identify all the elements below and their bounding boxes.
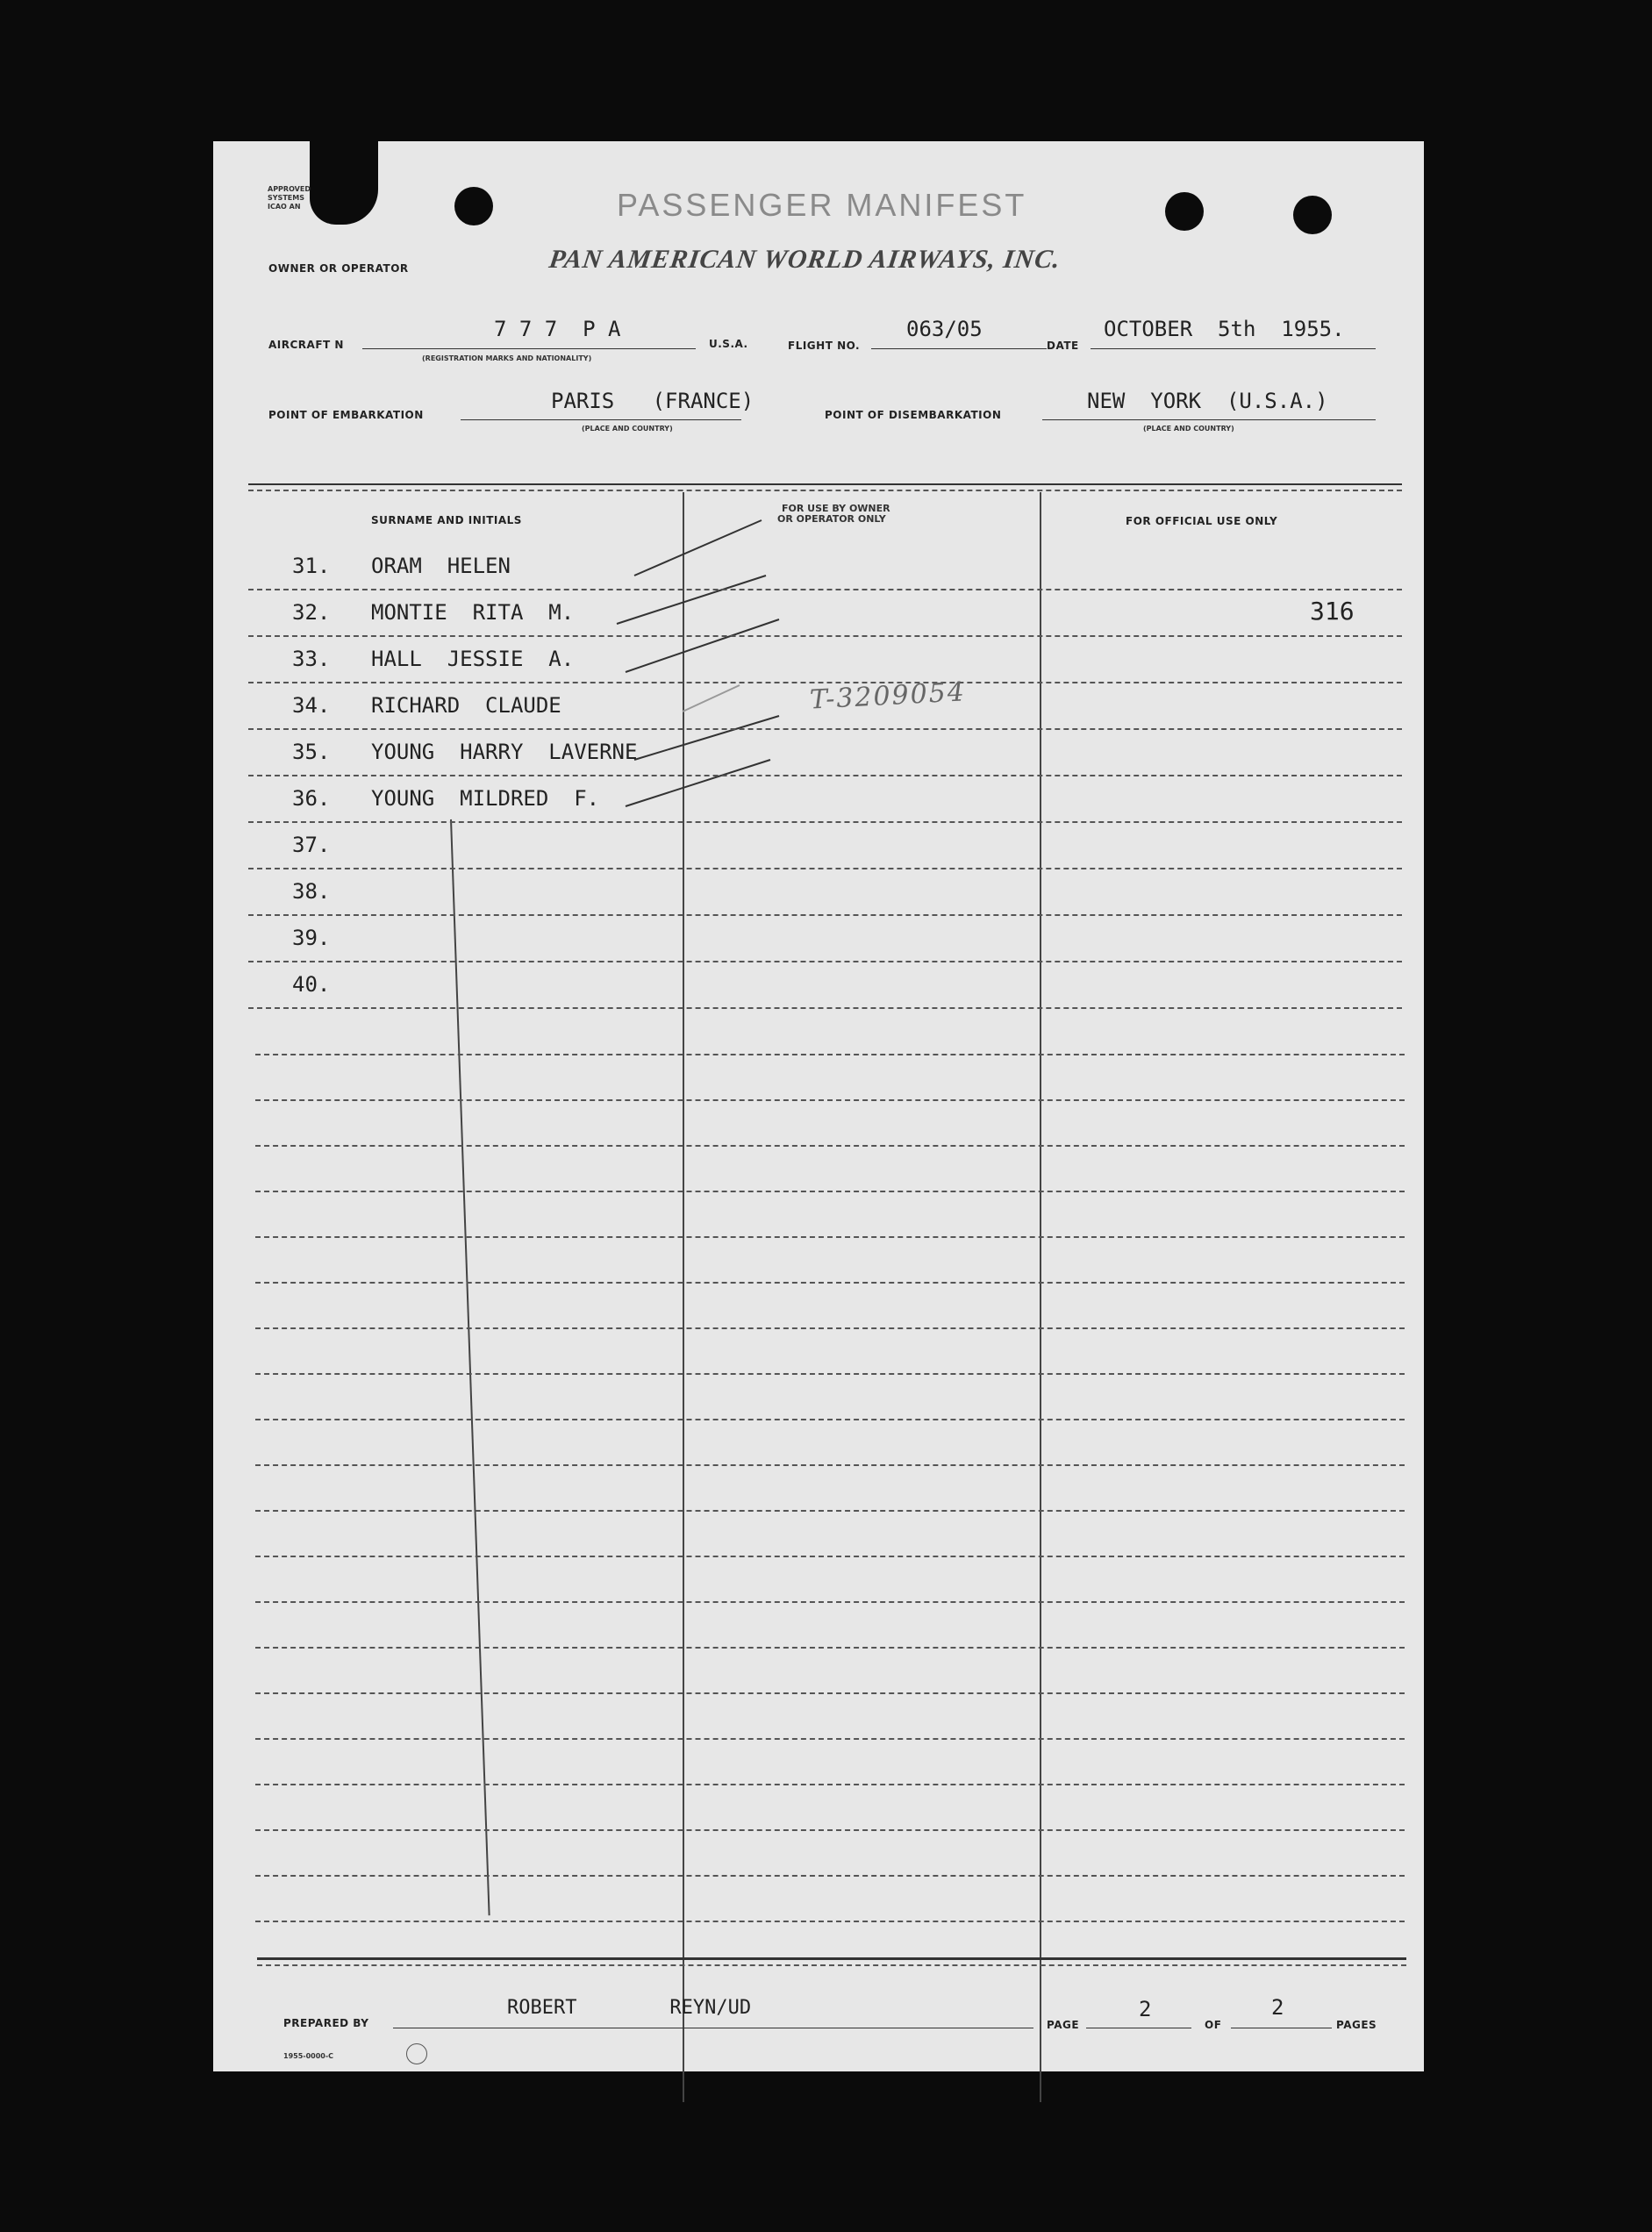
row-rule <box>248 868 1402 869</box>
owner-label: OWNER OR OPERATOR <box>268 262 409 275</box>
col-header-owner-2: OR OPERATOR ONLY <box>777 513 886 525</box>
row-rule <box>248 1007 1402 1009</box>
pencil-marks <box>213 141 1424 2071</box>
row-number: 35. <box>292 740 331 764</box>
approval-stamp: APPROVED SYSTEMS ICAO AN <box>268 185 311 211</box>
prepared-value: ROBERT REYN/UD <box>507 1997 752 2019</box>
blank-rule <box>255 1236 1405 1238</box>
aircraft-value: 7 7 7 P A <box>494 317 621 341</box>
row-rule <box>248 961 1402 962</box>
pages-label: PAGES <box>1336 2019 1377 2031</box>
printer-seal <box>406 2043 427 2064</box>
of-label: OF <box>1205 2019 1222 2031</box>
row-number: 36. <box>292 786 331 811</box>
row-number: 31. <box>292 554 331 578</box>
row-rule <box>248 589 1402 590</box>
underline <box>1042 419 1376 420</box>
page-label: PAGE <box>1047 2019 1080 2031</box>
row-number: 40. <box>292 972 331 997</box>
pencil-line <box>450 819 490 1915</box>
punch-hole <box>1293 196 1332 234</box>
manifest-sheet <box>213 141 1424 2071</box>
blank-rule <box>255 1647 1405 1649</box>
owner-value: PAN AMERICAN WORLD AIRWAYS, INC. <box>547 245 1063 274</box>
disembark-caption: (PLACE AND COUNTRY) <box>1143 425 1234 433</box>
passenger-name: RICHARD CLAUDE <box>371 693 561 718</box>
row-number: 34. <box>292 693 331 718</box>
registration-caption: (REGISTRATION MARKS AND NATIONALITY) <box>422 354 592 362</box>
blank-rule <box>255 1875 1405 1877</box>
row-rule <box>248 821 1402 823</box>
underline <box>871 348 1047 349</box>
blank-rule <box>255 1282 1405 1284</box>
usa-label: U.S.A. <box>709 338 748 350</box>
row-rule <box>248 635 1402 637</box>
owner-use-cell: T-3209054 <box>809 676 967 716</box>
underline <box>1091 348 1376 349</box>
blank-rule <box>255 1464 1405 1466</box>
embark-caption: (PLACE AND COUNTRY) <box>582 425 673 433</box>
row-number: 32. <box>292 600 331 625</box>
column-rule <box>683 492 684 2102</box>
col-header-owner-1: FOR USE BY OWNER <box>782 503 890 514</box>
date-label: DATE <box>1047 340 1079 352</box>
passenger-name: ORAM HELEN <box>371 554 511 578</box>
row-number: 39. <box>292 926 331 950</box>
blank-rule <box>255 1099 1405 1101</box>
aircraft-label: AIRCRAFT N <box>268 339 344 351</box>
page-value: 2 <box>1139 1997 1152 2021</box>
footer-rule <box>257 1957 1406 1960</box>
disembark-label: POINT OF DISEMBARKATION <box>825 409 1002 421</box>
flight-label: FLIGHT NO. <box>788 340 861 352</box>
page-title: PASSENGER MANIFEST <box>617 187 1027 223</box>
blank-rule <box>255 1145 1405 1147</box>
blank-rule <box>255 1327 1405 1329</box>
underline <box>461 419 741 420</box>
torn-corner <box>310 141 378 225</box>
blank-rule <box>255 1419 1405 1420</box>
row-number: 37. <box>292 833 331 857</box>
blank-rule <box>255 1373 1405 1375</box>
disembark-value: NEW YORK (U.S.A.) <box>1087 389 1328 413</box>
table-top-rule <box>248 483 1402 485</box>
official-use-cell: 316 <box>1310 597 1355 626</box>
blank-rule <box>255 1692 1405 1694</box>
blank-rule <box>255 1921 1405 1922</box>
blank-rule <box>255 1784 1405 1785</box>
blank-rule <box>255 1829 1405 1831</box>
underline <box>362 348 696 349</box>
footer-rule <box>257 1964 1406 1966</box>
embark-value: PARIS (FRANCE) <box>551 389 754 413</box>
passenger-name: MONTIE RITA M. <box>371 600 575 625</box>
blank-rule <box>255 1054 1405 1055</box>
row-number: 38. <box>292 879 331 904</box>
passenger-name: YOUNG MILDRED F. <box>371 786 600 811</box>
row-rule <box>248 775 1402 776</box>
punch-hole <box>1165 192 1204 231</box>
embark-label: POINT OF EMBARKATION <box>268 409 424 421</box>
blank-rule <box>255 1556 1405 1557</box>
blank-rule <box>255 1510 1405 1512</box>
row-rule <box>248 728 1402 730</box>
passenger-name: YOUNG HARRY LAVERNE <box>371 740 638 764</box>
flight-value: 063/05 <box>906 317 983 341</box>
row-rule <box>248 914 1402 916</box>
passenger-name: HALL JESSIE A. <box>371 647 575 671</box>
table-top-rule <box>248 490 1402 491</box>
col-header-name: SURNAME AND INITIALS <box>371 514 522 526</box>
column-rule <box>1040 492 1041 2102</box>
punch-hole <box>454 187 493 225</box>
col-header-official: FOR OFFICIAL USE ONLY <box>1126 515 1278 527</box>
of-value: 2 <box>1271 1995 1284 2020</box>
prepared-label: PREPARED BY <box>283 2017 369 2029</box>
blank-rule <box>255 1601 1405 1603</box>
blank-rule <box>255 1738 1405 1740</box>
blank-rule <box>255 1191 1405 1192</box>
form-number: 1955-0000-C <box>283 2052 334 2060</box>
date-value: OCTOBER 5th 1955. <box>1104 317 1345 341</box>
row-number: 33. <box>292 647 331 671</box>
